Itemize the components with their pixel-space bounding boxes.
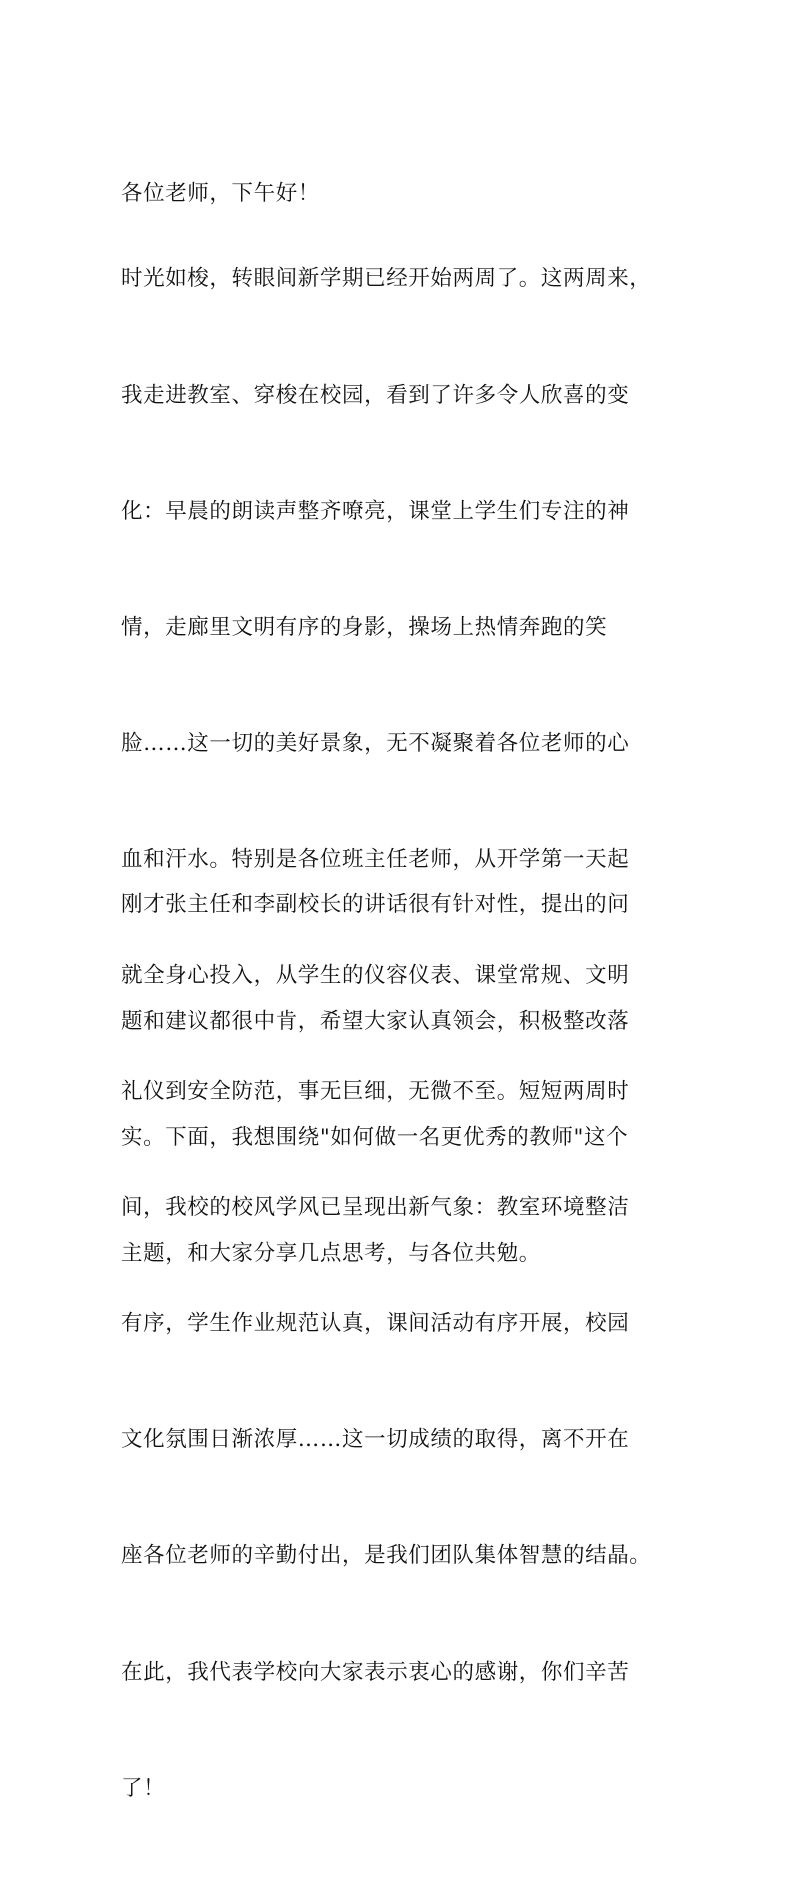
paragraph-line: 时光如梭，转眼间新学期已经开始两周了。这两周来，	[121, 266, 652, 292]
greeting-text: 各位老师，下午好！	[121, 181, 320, 207]
paragraph-line: 主题，和大家分享几点思考，与各位共勉。	[121, 1240, 541, 1266]
paragraph-2	[121, 809, 673, 1351]
paragraph-line: 情，走廊里文明有序的身影，操场上热情奔跑的笑	[121, 614, 608, 640]
paragraph-line: 题和建议都很中肯，希望大家认真领会，积极整改落	[121, 1008, 630, 1034]
paragraph-line: 文化氛围日渐浓厚……这一切成绩的取得，离不开在	[121, 1427, 630, 1453]
paragraph-line: 有序，学生作业规范认真，课间活动有序开展，校园	[121, 1311, 630, 1337]
paragraph-line: 间，我校的校风学风已呈现出新气象：教室环境整洁	[121, 1195, 630, 1221]
paragraph-line: 刚才张主任和李副校长的讲话很有针对性，提出的问	[121, 892, 630, 918]
paragraph-line: 礼仪到安全防范，事无巨细，无微不至。短短两周时	[121, 1079, 630, 1105]
paragraph-line: 血和汗水。特别是各位班主任老师，从开学第一天起	[121, 846, 630, 872]
paragraph-line: 了！	[121, 1775, 166, 1801]
paragraph-line: 座各位老师的辛勤付出，是我们团队集体智慧的结晶。	[121, 1543, 652, 1569]
paragraph-line: 我走进教室、穿梭在校园，看到了许多令人欣喜的变	[121, 382, 630, 408]
paragraph-line: 化：早晨的朗读声整齐嘹亮，课堂上学生们专注的神	[121, 498, 630, 524]
paragraph-line: 实。下面，我想围绕"如何做一名更优秀的教师"这个	[121, 1124, 629, 1150]
paragraph-line: 在此，我代表学校向大家表示衷心的感谢，你们辛苦	[121, 1659, 630, 1685]
paragraph-line: 就全身心投入，从学生的仪容仪表、课堂常规、文明	[121, 962, 630, 988]
paragraph-line: 脸……这一切的美好景象，无不凝聚着各位老师的心	[121, 730, 630, 756]
